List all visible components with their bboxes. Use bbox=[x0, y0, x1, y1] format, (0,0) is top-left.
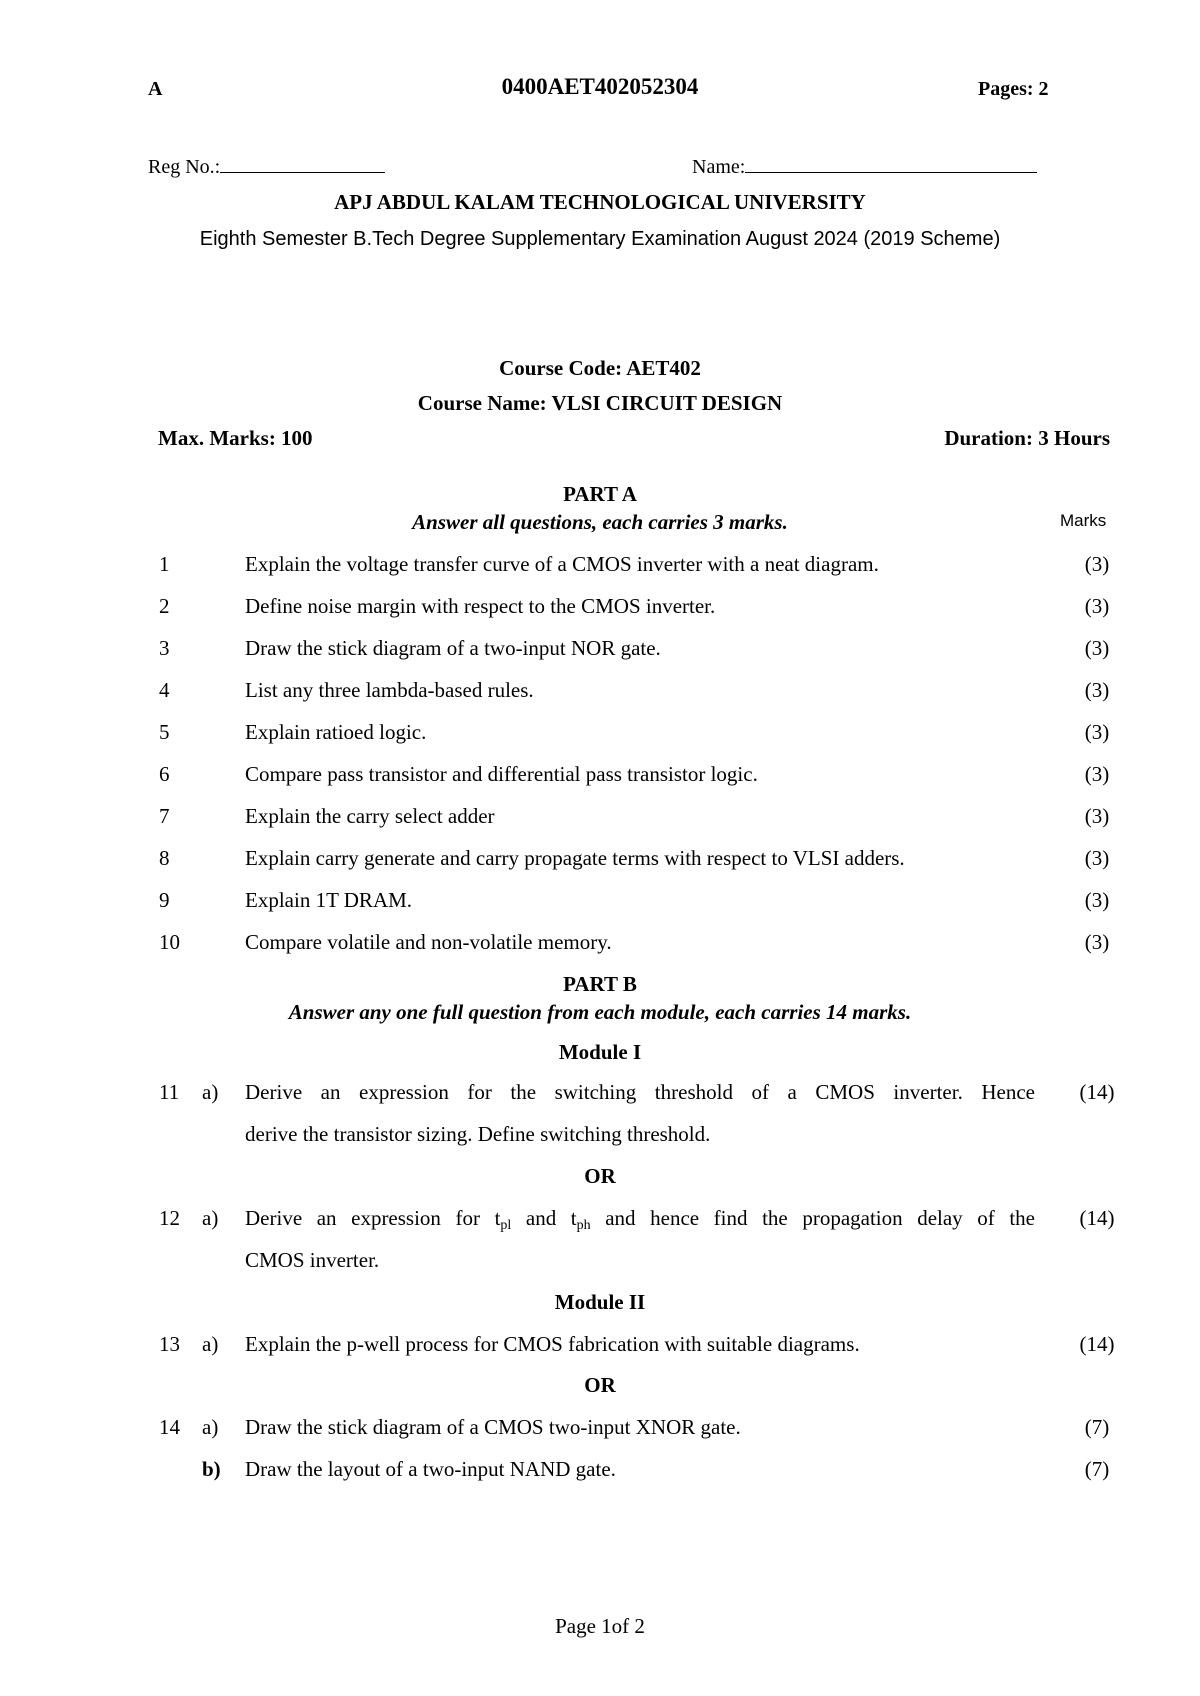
question-marks: (3) bbox=[1084, 594, 1110, 618]
question-text: derive the transistor sizing. Define switching threshold. bbox=[245, 1122, 711, 1146]
question-number: 3 bbox=[159, 636, 170, 660]
question-number: 12 bbox=[159, 1206, 180, 1230]
question-number: 4 bbox=[159, 678, 170, 702]
or-separator: OR bbox=[584, 1373, 616, 1397]
sub-question-label: a) bbox=[202, 1332, 219, 1356]
question-number: 10 bbox=[159, 930, 180, 954]
question-5 bbox=[0, 720, 1200, 760]
question-text: Draw the layout of a two-input NAND gate. bbox=[245, 1457, 616, 1481]
question-text: Derive an expression for tpl and tph and hence find the propagation delay of the bbox=[245, 1206, 1035, 1233]
question-number: 14 bbox=[159, 1415, 180, 1439]
question-number: 6 bbox=[159, 762, 170, 786]
part-a-instruction: Answer all questions, each carries 3 marks. bbox=[412, 510, 788, 534]
question-2 bbox=[0, 594, 1200, 634]
paper-code: 0400AET402052304 bbox=[501, 74, 699, 99]
question-marks: (3) bbox=[1084, 762, 1110, 786]
question-text: Explain the p-well process for CMOS fabrication with suitable diagrams. bbox=[245, 1332, 860, 1356]
question-12-continued bbox=[0, 1248, 1200, 1288]
question-marks: (3) bbox=[1084, 888, 1110, 912]
course-code: Course Code: AET402 bbox=[499, 356, 701, 380]
question-text: Explain ratioed logic. bbox=[245, 720, 427, 744]
question-3 bbox=[0, 636, 1200, 676]
sub-question-label: b) bbox=[202, 1457, 221, 1481]
question-8 bbox=[0, 846, 1200, 886]
question-number: 5 bbox=[159, 720, 170, 744]
module-2-heading: Module II bbox=[554, 1290, 646, 1314]
page-count: Pages: 2 bbox=[978, 78, 1049, 100]
course-name: Course Name: VLSI CIRCUIT DESIGN bbox=[417, 391, 783, 415]
question-number: 11 bbox=[159, 1080, 180, 1104]
question-text: Compare volatile and non-volatile memory. bbox=[245, 930, 612, 954]
question-12 bbox=[0, 1206, 1200, 1246]
reg-no-label: Reg No.: bbox=[148, 156, 221, 178]
university-name: APJ ABDUL KALAM TECHNOLOGICAL UNIVERSITY bbox=[334, 190, 866, 214]
question-6 bbox=[0, 762, 1200, 802]
question-text: List any three lambda-based rules. bbox=[245, 678, 534, 702]
question-10 bbox=[0, 930, 1200, 970]
question-marks: (3) bbox=[1084, 678, 1110, 702]
question-marks: (14) bbox=[1079, 1080, 1115, 1104]
question-text: Compare pass transistor and differential pass transistor logic. bbox=[245, 762, 758, 786]
or-separator: OR bbox=[584, 1164, 616, 1188]
question-text: Derive an expression for the switching threshold of a CMOS inverter. Hence bbox=[245, 1080, 1035, 1104]
question-marks: (3) bbox=[1084, 804, 1110, 828]
question-number: 1 bbox=[159, 552, 170, 576]
max-marks: Max. Marks: 100 bbox=[158, 426, 313, 450]
reg-no-blank bbox=[220, 154, 385, 173]
question-number: 8 bbox=[159, 846, 170, 870]
sub-question-label: a) bbox=[202, 1080, 219, 1104]
question-text: CMOS inverter. bbox=[245, 1248, 380, 1272]
question-number: 13 bbox=[159, 1332, 180, 1356]
question-marks: (14) bbox=[1079, 1332, 1115, 1356]
question-set: A bbox=[148, 78, 163, 100]
question-number: 9 bbox=[159, 888, 170, 912]
question-14b bbox=[0, 1457, 1200, 1497]
question-marks: (3) bbox=[1084, 846, 1110, 870]
question-9 bbox=[0, 888, 1200, 928]
question-marks: (3) bbox=[1084, 552, 1110, 576]
marks-header: Marks bbox=[1060, 511, 1107, 530]
question-marks: (3) bbox=[1084, 636, 1110, 660]
question-7 bbox=[0, 804, 1200, 844]
part-b-title: PART B bbox=[563, 972, 637, 996]
sub-question-label: a) bbox=[202, 1206, 219, 1230]
question-11 bbox=[0, 1080, 1200, 1120]
question-14a bbox=[0, 1415, 1200, 1455]
question-marks: (14) bbox=[1079, 1206, 1115, 1230]
exam-title: Eighth Semester B.Tech Degree Supplementary Examination August 2024 (2019 Scheme) bbox=[199, 228, 1001, 250]
question-text: Explain the carry select adder bbox=[245, 804, 495, 828]
duration: Duration: 3 Hours bbox=[944, 426, 1110, 450]
question-4 bbox=[0, 678, 1200, 718]
question-text: Explain the voltage transfer curve of a CMOS inverter with a neat diagram. bbox=[245, 552, 879, 576]
reg-no-field bbox=[148, 154, 385, 179]
part-a-title: PART A bbox=[563, 482, 637, 506]
name-blank bbox=[745, 154, 1037, 173]
page-footer: Page 1of 2 bbox=[555, 1614, 645, 1638]
question-text: Draw the stick diagram of a two-input NOR gate. bbox=[245, 636, 661, 660]
question-11-continued bbox=[0, 1122, 1200, 1162]
name-label: Name: bbox=[692, 156, 746, 178]
question-text: Draw the stick diagram of a CMOS two-input XNOR gate. bbox=[245, 1415, 741, 1439]
question-number: 2 bbox=[159, 594, 170, 618]
question-text: Explain carry generate and carry propagate terms with respect to VLSI adders. bbox=[245, 846, 905, 870]
question-marks: (3) bbox=[1084, 930, 1110, 954]
question-text: Define noise margin with respect to the CMOS inverter. bbox=[245, 594, 716, 618]
question-marks: (7) bbox=[1084, 1457, 1110, 1481]
question-1 bbox=[0, 552, 1200, 592]
question-marks: (3) bbox=[1084, 720, 1110, 744]
question-text: Explain 1T DRAM. bbox=[245, 888, 413, 912]
sub-question-label: a) bbox=[202, 1415, 219, 1439]
module-1-heading: Module I bbox=[558, 1040, 642, 1064]
part-b-instruction: Answer any one full question from each module, each carries 14 marks. bbox=[288, 1000, 912, 1024]
question-13 bbox=[0, 1332, 1200, 1372]
question-number: 7 bbox=[159, 804, 170, 828]
question-marks: (7) bbox=[1084, 1415, 1110, 1439]
name-field bbox=[692, 154, 1037, 179]
